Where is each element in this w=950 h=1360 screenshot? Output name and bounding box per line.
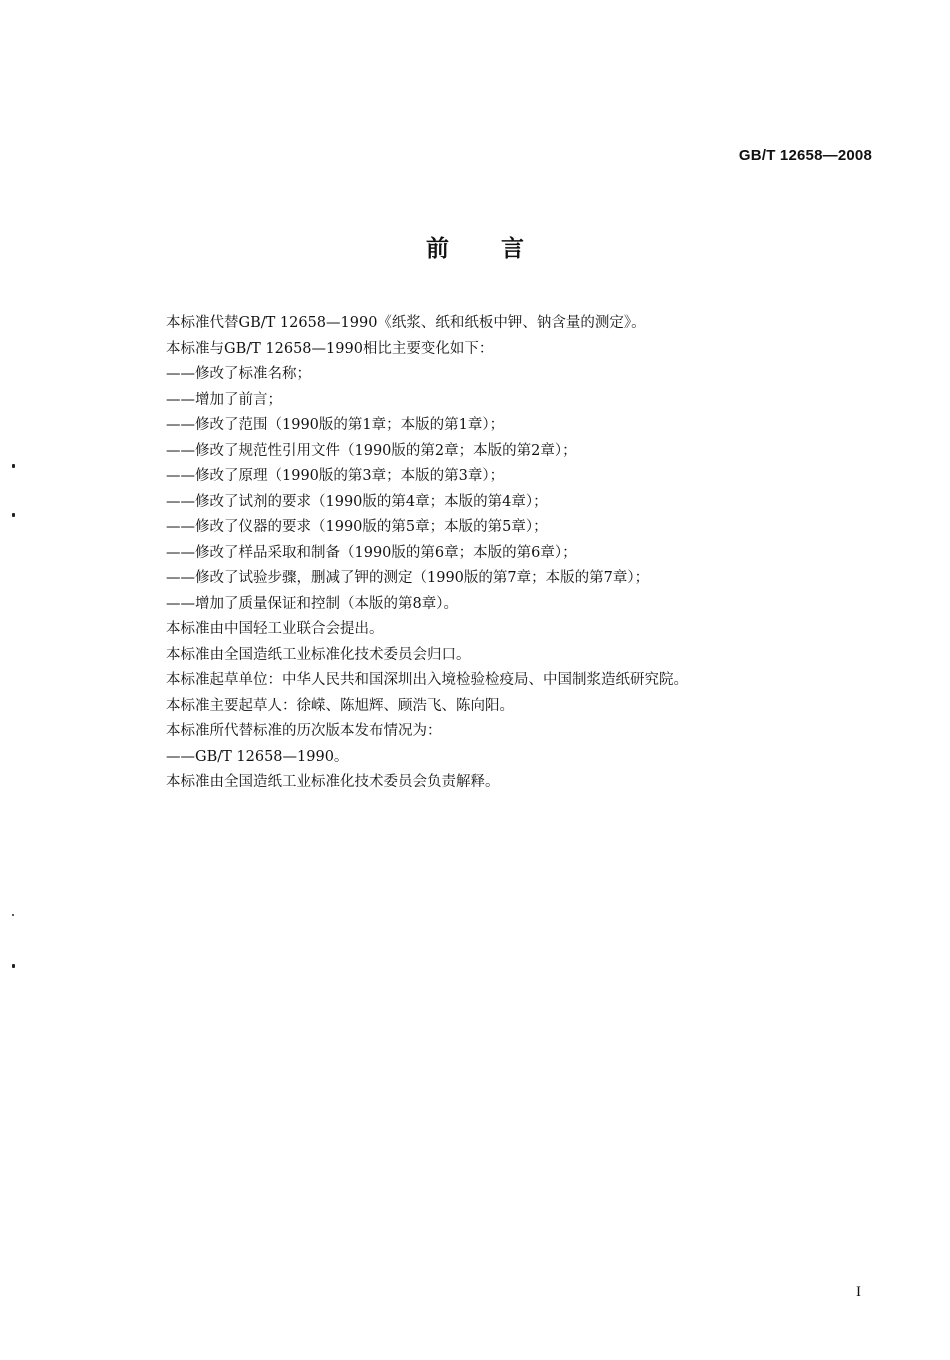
body-line: 本标准与GB/T 12658—1990相比主要变化如下： [166, 340, 494, 357]
body-line: ——修改了原理（1990版的第3章；本版的第3章）； [166, 468, 505, 484]
body-line: 本标准主要起草人：徐嵘、陈旭辉、顾浩飞、陈向阳。 [166, 697, 514, 714]
body-line: ——GB/T 12658—1990。 [166, 748, 349, 765]
body-line: 本标准代替GB/T 12658—1990《纸浆、纸和纸板中钾、钠含量的测定》。 [166, 315, 646, 331]
scan-speck [12, 464, 15, 468]
body-line: ——修改了仪器的要求（1990版的第5章；本版的第5章）； [166, 519, 548, 535]
standard-code: GB/T 12658—2008 [738, 147, 872, 164]
body-line: ——修改了样品采取和制备（1990版的第6章；本版的第6章）； [166, 544, 577, 561]
body-line: 本标准由全国造纸工业标准化技术委员会归口。 [166, 646, 471, 663]
page-number: I [856, 1284, 861, 1300]
body-line: 本标准由全国造纸工业标准化技术委员会负责解释。 [166, 774, 500, 790]
scan-speck [12, 964, 15, 968]
body-line: ——修改了试剂的要求（1990版的第4章；本版的第4章）； [166, 493, 548, 510]
body-line: 本标准由中国轻工业联合会提出。 [166, 621, 384, 637]
body-line: ——增加了质量保证和控制（本版的第8章）。 [166, 595, 458, 612]
body-line: ——增加了前言； [166, 391, 282, 408]
body-line: ——修改了标准名称； [166, 366, 311, 382]
page-title: 前言 [426, 236, 576, 262]
body-line: ——修改了规范性引用文件（1990版的第2章；本版的第2章）； [166, 442, 577, 459]
scan-speck [12, 513, 15, 517]
body-line: 本标准起草单位：中华人民共和国深圳出入境检验检疫局、中国制浆造纸研究院。 [166, 672, 688, 688]
scan-speck [12, 914, 14, 916]
body-line: ——修改了试验步骤，删减了钾的测定（1990版的第7章；本版的第7章）； [166, 570, 650, 586]
foreword-body [166, 311, 866, 796]
body-line: ——修改了范围（1990版的第1章；本版的第1章）； [166, 417, 505, 433]
body-line: 本标准所代替标准的历次版本发布情况为： [166, 723, 442, 739]
